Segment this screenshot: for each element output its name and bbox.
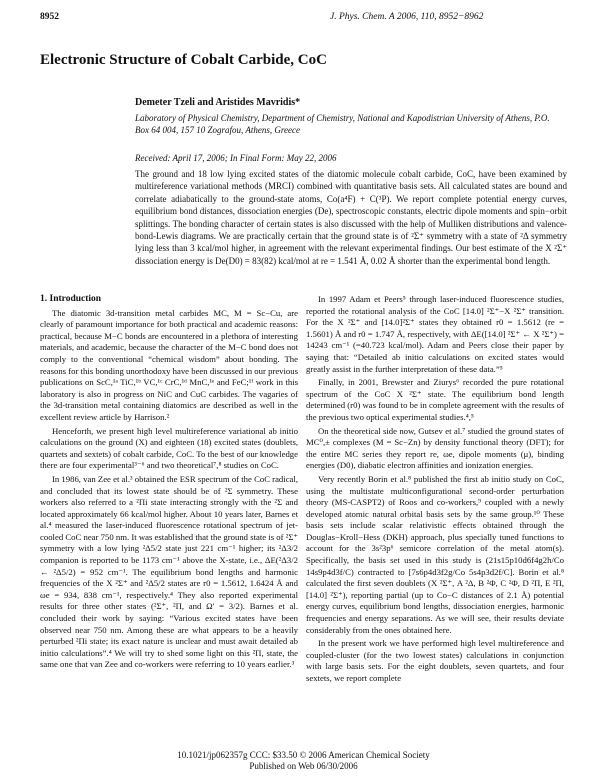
journal-header: J. Phys. Chem. A 2006, 110, 8952−8962: [330, 12, 484, 22]
paragraph: In 1997 Adam et Peers⁵ through laser-induced fluorescence studies, reported the rotational analysis of the CoC [14.0] ²Σ⁺−X ²Σ⁺ transition. For the X ²Σ⁺ and [14.0]²Σ⁺ states they obtained r0 = 1.5612 (re = 1.5601) Å and r0 = 1.747 Å, respectively, with ΔE([14.0] ²Σ⁺ ← X ²Σ⁺) = 14243 cm⁻¹ (=40.723 kcal/mol). Adam and Peers close their paper by saying that: “Detailed ab initio calculations on excited states would greatly assist in the further interpretation of these data.”⁵: [306, 294, 564, 374]
page-footer: [40, 750, 567, 772]
left-column: [40, 294, 298, 673]
paragraph: The diatomic 3d-transition metal carbides MC, M = Sc−Cu, are clearly of paramount importance for both practical and academic reasons: practical, because M−C bonds are encountered in a plethora of interesting materials, and academic, because the character of the M−C bond does not comply to the conventional “chemical wisdom” about bonding. The reasons for this bonding unorthodoxy have been discussed in our previous publications on ScC,¹ᵃ TiC,¹ᵇ VC,¹ᶜ CrC,¹ᵈ MnC,¹ᵉ and FeC;¹ᶠ work in this laboratory is also in progress on NiC and CuC carbides. The vagaries of the 3d-transition metal containing diatomics are described as well in the excellent review article by Harrison.²: [40, 307, 298, 422]
received-dates: Received: April 17, 2006; In Final Form: May 22, 2006: [135, 153, 337, 163]
article-title: Electronic Structure of Cobalt Carbide, CoC: [40, 52, 327, 68]
section-heading: 1. Introduction: [40, 294, 102, 304]
affiliation: Laboratory of Physical Chemistry, Department of Chemistry, National and Kapodistrian University of Athens, P.O. Box 64 004, 157 10 Zografou, Athens, Greece: [135, 113, 550, 135]
paragraph: In the present work we have performed high level multireference and coupled-cluster (for the two lowest states) calculations in conjunction with large basis sets. For the eight doublets, seven quartets, and four sextets, we report complete: [306, 638, 564, 683]
paragraph: Henceforth, we present high level multireference variational ab initio calculations on the ground (X) and eighteen (18) excited states (doublets, quartets and sextets) of cobalt carbide, CoC. To the best of our knowledge there are four experimental³⁻⁶ and two theoretical⁷,⁸ studies on CoC.: [40, 425, 298, 471]
page-number: 8952: [40, 12, 59, 22]
paragraph: On the theoretical side now, Gutsev et al.⁷ studied the ground states of MC⁰,± complexes (M = Sc−Zn) by density functional theory (DFT); for the entire MC series they report re, ωe, dipole moments (μ), binding energies (D0), diabatic electron affinities and ionization energies.: [306, 425, 564, 471]
abstract: The ground and 18 low lying excited states of the diatomic molecule cobalt carbide, CoC, have been examined by multireference variational methods (MRCI) combined with quantitative basis sets. All calculated states are bound and correlate adiabatically to the ground-state atoms, Co(a⁴F) + C(³P). We report complete potential energy curves, equilibrium bond distances, dissociation energies (De), spectroscopic constants, electric dipole moments and spin−orbit splittings. The bonding character of certain states is also discussed with the help of Mulliken distributions and valence-bond-Lewis diagrams. We are practically certain that the ground state is of ²Σ⁺ symmetry with a state of ²Δ symmetry lying less than 3 kcal/mol higher, in agreement with the relevant experimental findings. Our best estimate of the X ²Σ⁺ dissociation energy is De(D0) = 83(82) kcal/mol at re = 1.541 Å, 0.02 Å shorter than the experimental bond length.: [135, 169, 567, 266]
paragraph: Finally, in 2001, Brewster and Ziurys⁶ recorded the pure rotational spectrum of the CoC X ²Σ⁺ state. The equilibrium bond length determined (r0) was found to be in complete agreement with the results of the previous two optical experimental studies.⁴,⁵: [306, 377, 564, 422]
paragraph: Very recently Borin et al.⁸ published the first ab initio study on CoC, using the multistate multiconfigurational second-order perturbation theory (MS-CASPT2) of Roos and co-workers,⁹ coupled with a newly developed atomic natural orbital basis sets by the same group.¹⁰ These basis sets include scalar relativistic effects obtained through the Douglas−Kroll−Hess (DKH) approach, plus specially tuned functions to account for the 3s²3p⁶ semicore correlation of the metal atom(s). Specifically, the basis set used in this study is (21s15p10d6f4g2h/Co 14s9p4d3f/C) contracted to [7s6p4d3f2g/Co 5s4p3d2f/C]. Borin et al.⁸ calculated the first seven doublets (X ²Σ⁺, A ²Δ, B ²Φ, C ²Φ, D ²Π, E ²Π, [14.0] ²Σ⁺), reporting partial (up to Co−C distances of 2.1 Å) potential energy curves, equilibrium bond lengths, dissociation energies, harmonic frequencies and energy separations. As we will see, their results deviate considerably from the ones obtained here.: [306, 473, 564, 635]
author-list: Demeter Tzeli and Aristides Mavridis*: [135, 97, 301, 108]
paragraph: In 1986, van Zee et al.³ obtained the ESR spectrum of the CoC radical, and concluded that its lowest state should be of ²Σ symmetry. These workers also referred to a ²Πi state interacting strongly with the ²Σ and located approximately 66 kcal/mol higher. About 10 years later, Barnes et al.⁴ measured the laser-induced fluorescence rotational spectrum of jet-cooled CoC near 750 nm. It was established that the ground state is of ²Σ⁺ symmetry with a low lying ²Δ5/2 state just 221 cm⁻¹ higher; its ²Δ3/2 companion is reported to be 1173 cm⁻¹ above the X-state, i.e., ΔE(²Δ3/2 ← ²Δ5/2) = 952 cm⁻¹. The equilibrium bond lengths and harmonic frequencies of the X ²Σ⁺ and ²Δ5/2 states are r0 = 1.5612, 1.6424 Å and ωe = 934, 838 cm⁻¹, respectively.⁴ They also reported experimental results for three other states (²Σ⁺, ²Π, and Ω′ = 3/2). Barnes et al. concluded their work by saying: “Various excited states have been observed near 750 nm. Among these are what appears to be a heavily perturbed ²Πi state; its exact nature is unclear and must await detailed ab initio calculations”.⁴ We will try to shed some light on this ²Π, state, the same one that van Zee and co-workers were referring to 10 years earlier.³: [40, 473, 298, 670]
doi-line[interactable]: 10.1021/jp062357g CCC: $33.50 © 2006 American Chemical Society: [177, 750, 430, 760]
right-column: [306, 294, 564, 687]
published-line: Published on Web 06/30/2006: [249, 761, 358, 771]
